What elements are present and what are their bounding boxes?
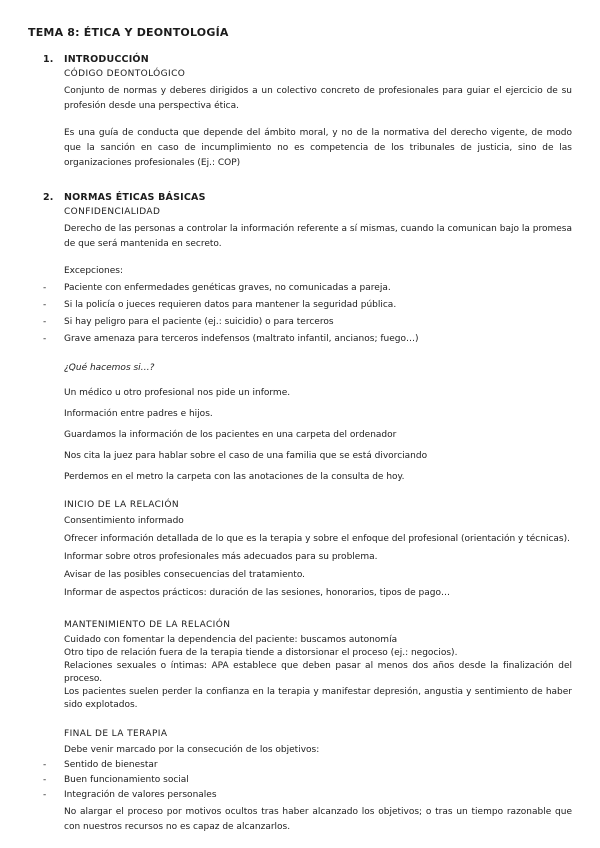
bullet-text: Si la policía o jueces requieren datos para mantener la seguridad pública.	[64, 300, 397, 310]
bullet-marker: -	[43, 300, 47, 310]
case-line: Perdemos en el metro la carpeta con las anotaciones de la consulta de hoy.	[64, 472, 405, 482]
bullet-marker: -	[43, 334, 47, 344]
list-item: Informar sobre otros profesionales más adecuados para su problema.	[64, 552, 378, 562]
bullet-marker: -	[43, 283, 47, 293]
paragraph: Derecho de las personas a controlar la información referente a sí mismas, cuando la comunican bajo la promesa de que será mantenida en secreto.	[64, 224, 572, 249]
bullet-marker: -	[43, 775, 47, 785]
section-introduccion	[28, 53, 572, 171]
subheading-mantenimiento-relacion: MANTENIMIENTO DE LA RELACIÓN	[64, 620, 231, 630]
case-line: Nos cita la juez para hablar sobre el caso de una familia que se está divorciando	[64, 451, 428, 461]
section-1-heading	[43, 53, 572, 66]
bullet-text: Buen funcionamiento social	[64, 775, 189, 785]
section-2-heading	[43, 191, 572, 204]
subheading-inicio-relacion: INICIO DE LA RELACIÓN	[64, 500, 179, 510]
section-2-heading-label: NORMAS ÉTICAS BÁSICAS	[64, 192, 206, 203]
bullet-marker: -	[43, 790, 47, 800]
case-line: Un médico u otro profesional nos pide un informe.	[64, 388, 291, 398]
subheading-confidencialidad: CONFIDENCIALIDAD	[64, 207, 161, 217]
bullet-text: Sentido de bienestar	[64, 760, 158, 770]
bullet-text: Grave amenaza para terceros indefensos (maltrato infantil, ancianos; fuego…)	[64, 334, 419, 344]
list-item: Relaciones sexuales o íntimas: APA establece que deben pasar al menos dos años desde la finalización del proceso.	[64, 661, 572, 684]
bullet-text: Si hay peligro para el paciente (ej.: suicidio) o para terceros	[64, 317, 334, 327]
question-heading: ¿Qué hacemos si…?	[64, 363, 155, 373]
bullet-item	[43, 773, 572, 788]
section-1-heading-label: INTRODUCCIÓN	[64, 54, 149, 65]
bullet-marker: -	[43, 760, 47, 770]
case-line: Información entre padres e hijos.	[64, 409, 213, 419]
section-1-number: 1.	[43, 54, 54, 65]
section-2-number: 2.	[43, 192, 54, 203]
list-item: Los pacientes suelen perder la confianza en la terapia y manifestar depresión, angustia y sentimiento de haber sido explotados.	[64, 687, 572, 710]
bullet-text: Integración de valores personales	[64, 790, 217, 800]
list-item: Informar de aspectos prácticos: duración de las sesiones, honorarios, tipos de pago…	[64, 588, 450, 598]
paragraph: Es una guía de conducta que depende del ámbito moral, y no de la normativa del derecho vigente, de modo que la sanción en caso de incumplimiento no es competencia de los tribunales de justicia, sino de las organizaciones profesionales (Ej.: COP)	[64, 128, 572, 168]
document-title: TEMA 8: ÉTICA Y DEONTOLOGÍA	[28, 26, 229, 39]
subheading-final-terapia: FINAL DE LA TERAPIA	[64, 729, 168, 739]
exceptions-label: Excepciones:	[64, 266, 123, 276]
bullet-item	[43, 788, 572, 803]
lead-line: Debe venir marcado por la consecución de los objetivos:	[64, 745, 320, 755]
subheading-codigo-deontologico: CÓDIGO DEONTOLÓGICO	[64, 69, 186, 79]
lead-line: Consentimiento informado	[64, 516, 184, 526]
list-item: Cuidado con fomentar la dependencia del paciente: buscamos autonomía	[64, 635, 398, 645]
paragraph: No alargar el proceso por motivos ocultos tras haber alcanzado los objetivos; o tras un tiempo razonable que con nuestros recursos no es capaz de alcanzarlos.	[64, 807, 572, 832]
bullet-item	[43, 332, 572, 347]
bullet-item	[43, 315, 572, 330]
bullet-item	[43, 758, 572, 773]
case-line: Guardamos la información de los pacientes en una carpeta del ordenador	[64, 430, 397, 440]
bullet-item	[43, 298, 572, 313]
list-item: Otro tipo de relación fuera de la terapia tiende a distorsionar el proceso (ej.: negocios).	[64, 648, 458, 658]
section-normas-eticas	[28, 191, 572, 835]
bullet-text: Paciente con enfermedades genéticas graves, no comunicadas a pareja.	[64, 283, 391, 293]
bullet-item	[43, 281, 572, 296]
list-item: Ofrecer información detallada de lo que es la terapia y sobre el enfoque del profesional (orientación y técnicas).	[64, 534, 570, 544]
list-item: Avisar de las posibles consecuencias del tratamiento.	[64, 570, 306, 580]
bullet-marker: -	[43, 317, 47, 327]
paragraph: Conjunto de normas y deberes dirigidos a un colectivo concreto de profesionales para guiar el ejercicio de su profesión desde una perspectiva ética.	[64, 86, 572, 111]
